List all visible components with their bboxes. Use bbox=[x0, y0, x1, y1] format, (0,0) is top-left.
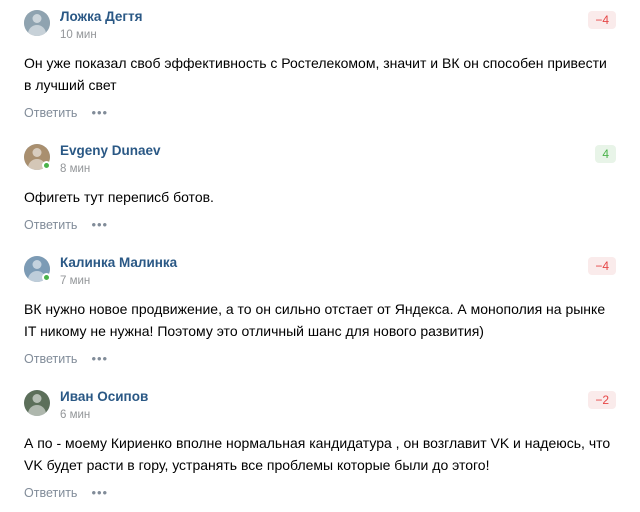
comment-item bbox=[0, 134, 640, 246]
online-status-icon bbox=[42, 273, 51, 282]
reply-button[interactable]: Ответить bbox=[24, 486, 78, 500]
comment-item bbox=[0, 0, 640, 134]
reply-button[interactable]: Ответить bbox=[24, 352, 78, 366]
avatar-head-shape bbox=[33, 148, 42, 157]
comment-text: Он уже показал своб эффективность с Ростелекомом, значит и ВК он способен привести в лучший свет bbox=[24, 55, 611, 93]
avatar-photo bbox=[24, 390, 50, 416]
reply-button[interactable]: Ответить bbox=[24, 218, 78, 232]
more-options-icon[interactable]: ••• bbox=[91, 217, 109, 232]
comment-author[interactable]: Evgeny Dunaev bbox=[60, 143, 161, 158]
avatar[interactable] bbox=[24, 390, 50, 416]
avatar[interactable] bbox=[24, 144, 50, 170]
comment-author[interactable]: Ложка Дегтя bbox=[60, 9, 143, 24]
comment-header bbox=[24, 0, 616, 43]
comment-header bbox=[24, 380, 616, 423]
avatar-head-shape bbox=[33, 14, 42, 23]
avatar-head-shape bbox=[33, 394, 42, 403]
status-badge: −2 bbox=[588, 391, 616, 409]
comment-text: Офигеть тут переписб ботов. bbox=[24, 189, 214, 205]
avatar-head-shape bbox=[33, 260, 42, 269]
comment-actions bbox=[24, 486, 616, 512]
comment-header bbox=[24, 246, 616, 289]
comment-item bbox=[0, 246, 640, 380]
comment-author[interactable]: Иван Осипов bbox=[60, 389, 149, 404]
comment-text: ВК нужно новое продвижение, а то он сильно отстает от Яндекса. А монополия на рынке IT никому не нужна! Поэтому это отличный шанс для нового развития) bbox=[24, 301, 609, 339]
status-badge: −4 bbox=[588, 11, 616, 29]
comment-time: 6 мин bbox=[60, 409, 91, 421]
comment-author[interactable]: Калинка Малинка bbox=[60, 255, 178, 270]
comment-actions bbox=[24, 352, 616, 380]
avatar[interactable] bbox=[24, 256, 50, 282]
comment-meta bbox=[60, 8, 616, 43]
status-badge: −4 bbox=[588, 257, 616, 275]
comment-time: 10 мин bbox=[60, 29, 97, 41]
comment-header bbox=[24, 134, 616, 177]
avatar-body-shape bbox=[28, 25, 46, 36]
comment-meta bbox=[60, 254, 616, 289]
comment-time: 8 мин bbox=[60, 163, 91, 175]
comment-actions bbox=[24, 218, 616, 246]
status-badge: 4 bbox=[595, 145, 616, 163]
reply-button[interactable]: Ответить bbox=[24, 106, 78, 120]
comment-time: 7 мин bbox=[60, 275, 91, 287]
comment-item bbox=[0, 380, 640, 512]
avatar-body-shape bbox=[28, 405, 46, 416]
more-options-icon[interactable]: ••• bbox=[91, 105, 109, 120]
more-options-icon[interactable]: ••• bbox=[91, 485, 109, 500]
online-status-icon bbox=[42, 161, 51, 170]
comment-meta bbox=[60, 388, 616, 423]
comment-meta bbox=[60, 142, 616, 177]
comment-text: А по - моему Кириенко вполне нормальная кандидатура , он возглавит VK и надеюсь, что VK будет расти в гору, устранять все проблемы которые были до этого! bbox=[24, 435, 615, 473]
avatar[interactable] bbox=[24, 10, 50, 36]
avatar-photo bbox=[24, 10, 50, 36]
comment-actions bbox=[24, 106, 616, 134]
more-options-icon[interactable]: ••• bbox=[91, 351, 109, 366]
